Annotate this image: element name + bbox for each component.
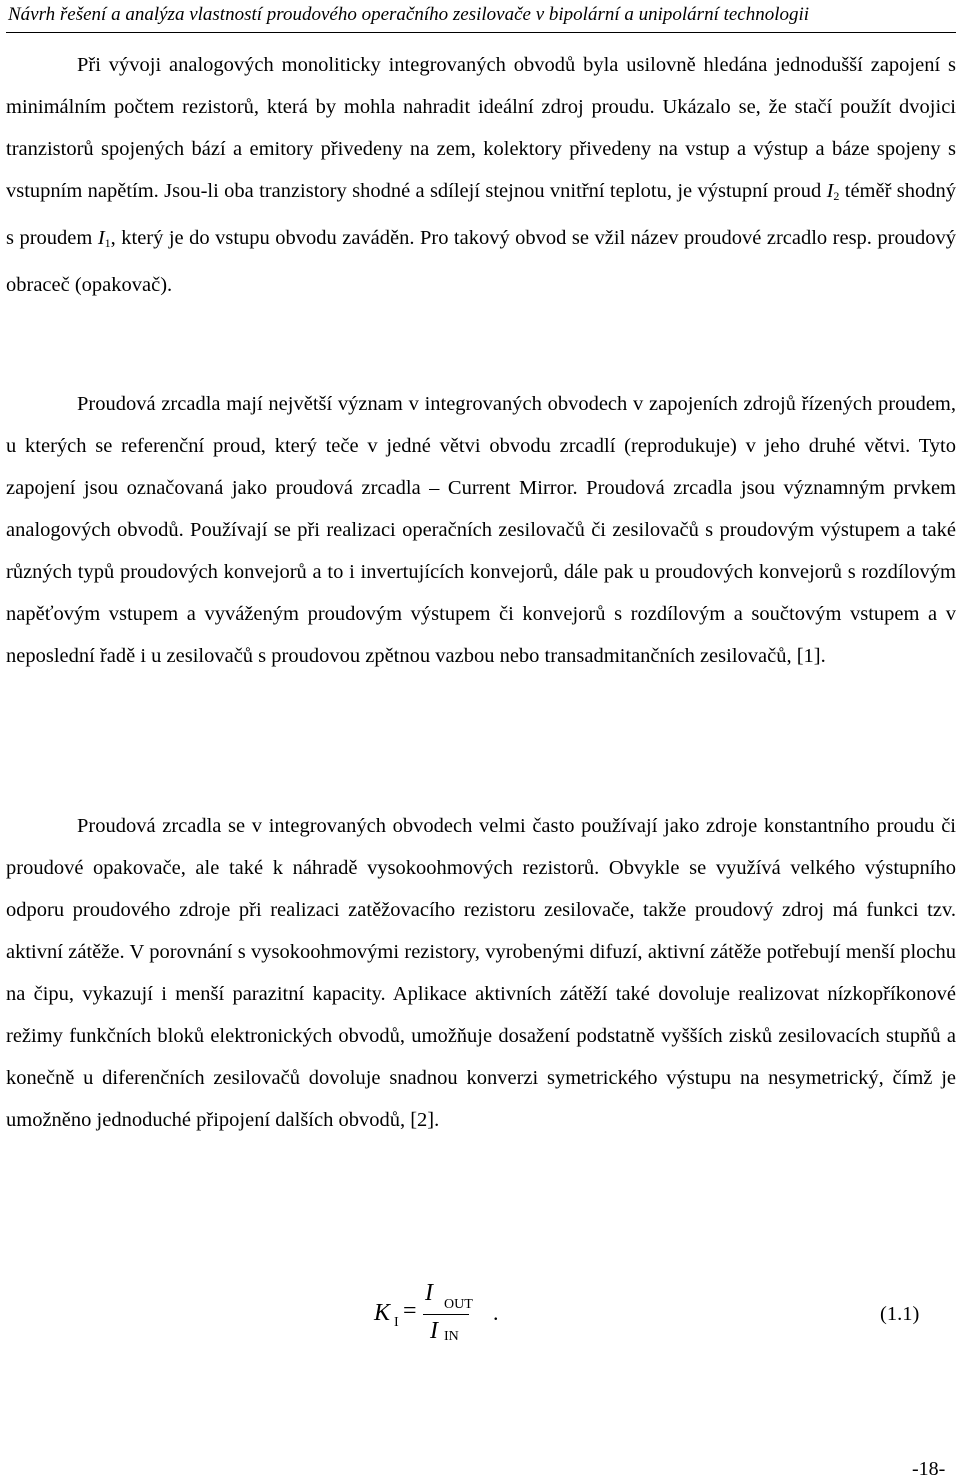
- symbol-subscript: 1: [104, 236, 111, 250]
- equation-period: .: [493, 1300, 499, 1325]
- equation-equals: =: [403, 1298, 417, 1324]
- symbol-i1: [98, 227, 111, 249]
- equation-number: (1.1): [880, 1303, 920, 1325]
- running-header: Návrh řešení a analýza vlastností proudového operačního zesilovače v bipolární a unipolární technologii: [8, 4, 810, 25]
- paragraph-text: téměř shodný s proudem: [6, 180, 956, 249]
- symbol-letter: I: [826, 180, 834, 202]
- page-number: -18-: [912, 1458, 946, 1480]
- paragraph-current-mirror-intro: [6, 44, 956, 306]
- header-divider: [6, 32, 956, 33]
- paragraph-text: , který je do vstupu obvodu zaváděn. Pro takový obvod se vžil název proudové zrcadlo resp. proudový obraceč (opakovač).: [6, 227, 956, 296]
- equation-lhs: K: [374, 1300, 391, 1326]
- symbol-i2: [827, 180, 840, 202]
- symbol-letter: I: [97, 227, 105, 249]
- equation-denominator: I: [430, 1318, 438, 1344]
- paragraph-text: Při vývoji analogových monoliticky integrovaných obvodů byla usilovně hledána jednodušší zapojení s minimálním počtem rezistorů, která by mohla nahradit ideální zdroj proudu. Ukázalo se, že stačí použít dvojici tranzistorů spojených bází a emitory přivedeny na zem, kolektory přivedeny na vstup a výstup a báze spojeny s vstupním napětím. Jsou-li oba tranzistory shodné a sdílejí stejnou vnitřní teplotu, je výstupní proud: [6, 54, 956, 202]
- equation-lhs-subscript: I: [394, 1315, 399, 1330]
- equation-denominator-subscript: IN: [444, 1329, 459, 1344]
- fraction-bar: [423, 1314, 469, 1315]
- equation-numerator-subscript: OUT: [444, 1297, 473, 1312]
- paragraph-current-mirror-applications: Proudová zrcadla se v integrovaných obvodech velmi často používají jako zdroje konstantního proudu či proudové opakovače, ale také k náhradě vysokoohmových rezistorů. Obvykle se využívá velkého výstupního odporu proudového zdroje při realizaci zatěžovacího rezistoru zesilovače, takže proudový zdroj má funkci tzv. aktivní zátěže. V porovnání s vysokoohmovými rezistory, vyrobenými difuzí, aktivní zátěže potřebují menší plochu na čipu, vykazují i menší parazitní kapacity. Aplikace aktivních zátěží také dovoluje realizovat nízkopříkonové režimy funkčních bloků elektronických obvodů, umožňuje dosažení podstatně vyšších zisků zesilovacích stupňů a konečně u diferenčních zesilovačů dovoluje snadnou konverzi symetrického výstupu na nesymetrický, čímž je umožněno jednoduché připojení dalších obvodů, [2].: [6, 815, 956, 1131]
- equation-numerator: I: [425, 1280, 433, 1306]
- paragraph-current-mirror-significance: Proudová zrcadla mají největší význam v integrovaných obvodech v zapojeních zdrojů řízených proudem, u kterých se referenční proud, který teče v jedné větvi obvodu zrcadlí (reprodukuje) v jeho druhé větvi. Tyto zapojení jsou označovaná jako proudová zrcadla – Current Mirror. Proudová zrcadla jsou významným prvkem analogových obvodů. Používají se při realizaci operačních zesilovačů či zesilovačů s proudovým výstupem a také různých typů proudových konvejorů a to i invertujících konvejorů, dále pak u proudových konvejorů s rozdílovým napěťovým vstupem a vyváženým proudovým výstupem či konvejorů s rozdílovým a součtovým vstupem a v neposlední řadě i u zesilovačů s proudovou zpětnou vazbou nebo transadmitančních zesilovačů, [1].: [6, 393, 956, 667]
- symbol-subscript: 2: [833, 189, 840, 203]
